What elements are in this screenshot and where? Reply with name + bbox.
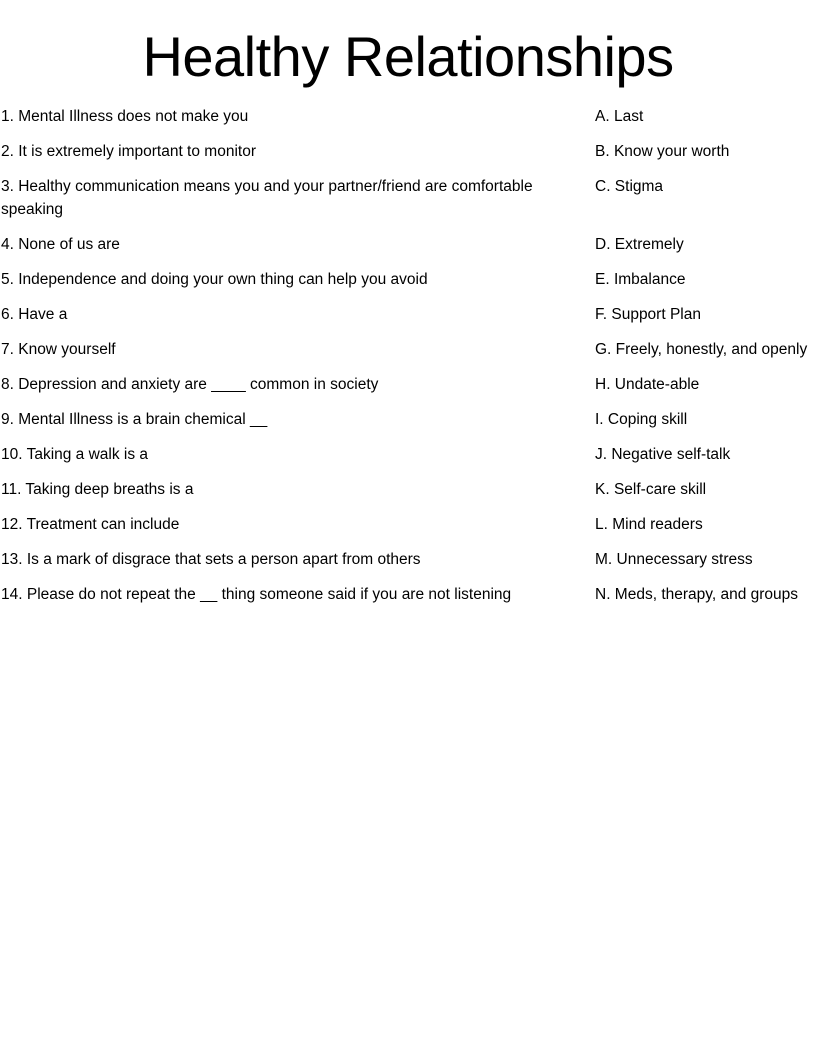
question-text: 11. Taking deep breaths is a xyxy=(1,481,194,499)
question-text: 10. Taking a walk is a xyxy=(1,446,149,464)
answer-text: H. Undate-able xyxy=(595,376,700,394)
page-title: Healthy Relationships xyxy=(142,25,674,88)
answer-text: L. Mind readers xyxy=(595,516,703,534)
match-row xyxy=(0,175,816,221)
match-row xyxy=(0,583,816,606)
question-text: 12. Treatment can include xyxy=(1,516,180,534)
question-text: 4. None of us are xyxy=(1,236,120,254)
answer-text: C. Stigma xyxy=(595,178,664,196)
question-text: 13. Is a mark of disgrace that sets a person apart from others xyxy=(1,551,421,569)
match-row xyxy=(0,478,816,501)
question-text: 9. Mental Illness is a brain chemical __ xyxy=(1,411,268,429)
match-row xyxy=(0,548,816,571)
match-row xyxy=(0,105,816,128)
match-row xyxy=(0,268,816,291)
match-row xyxy=(0,303,816,326)
answer-text: N. Meds, therapy, and groups xyxy=(595,586,799,604)
match-row xyxy=(0,513,816,536)
question-text: 8. Depression and anxiety are ____ common in society xyxy=(1,376,379,394)
match-row xyxy=(0,140,816,163)
question-text: 14. Please do not repeat the __ thing someone said if you are not listening xyxy=(1,586,512,604)
question-text: 3. Healthy communication means you and your partner/friend are comfortable speaking xyxy=(1,178,533,219)
match-row xyxy=(0,338,816,361)
match-row xyxy=(0,408,816,431)
question-text: 5. Independence and doing your own thing can help you avoid xyxy=(1,271,428,289)
question-text: 7. Know yourself xyxy=(1,341,116,359)
answer-text: B. Know your worth xyxy=(595,143,730,161)
match-row xyxy=(0,443,816,466)
question-text: 2. It is extremely important to monitor xyxy=(1,143,256,161)
answer-text: K. Self-care skill xyxy=(595,481,707,499)
answer-text: G. Freely, honestly, and openly xyxy=(595,341,808,359)
answer-text: J. Negative self-talk xyxy=(595,446,731,464)
answer-text: I. Coping skill xyxy=(595,411,688,429)
matching-list xyxy=(0,90,816,606)
answer-text: F. Support Plan xyxy=(595,306,701,324)
match-row xyxy=(0,233,816,256)
answer-text: D. Extremely xyxy=(595,236,684,254)
question-text: 1. Mental Illness does not make you xyxy=(1,108,249,126)
answer-text: A. Last xyxy=(595,108,644,126)
match-row xyxy=(0,373,816,396)
question-text: 6. Have a xyxy=(1,306,68,324)
answer-text: M. Unnecessary stress xyxy=(595,551,753,569)
answer-text: E. Imbalance xyxy=(595,271,686,289)
